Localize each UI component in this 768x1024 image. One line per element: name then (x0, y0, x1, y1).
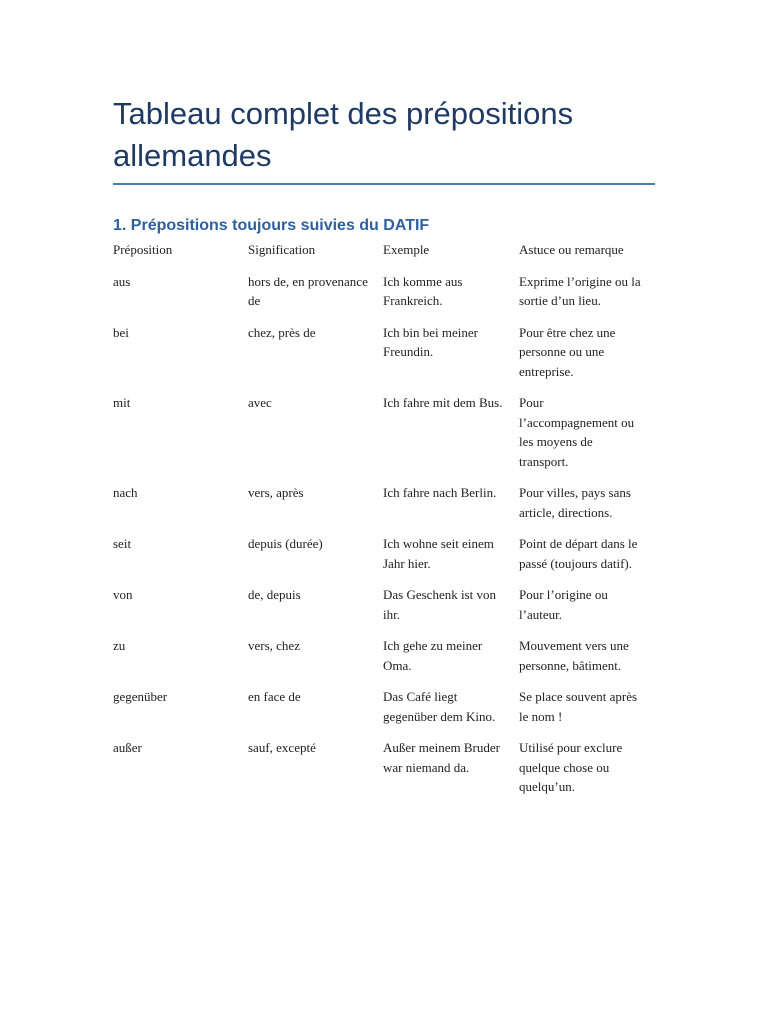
table-row (113, 585, 655, 636)
cell-exemple: Ich fahre mit dem Bus. (383, 395, 503, 410)
cell-signification: vers, après (248, 485, 304, 500)
cell-signification: chez, près de (248, 324, 316, 340)
title-underline (113, 183, 655, 185)
cell-preposition: von (113, 587, 133, 602)
column-header-exemple: Exemple (383, 242, 430, 257)
cell-exemple: Das Geschenk ist von ihr. (383, 587, 497, 622)
cell-remarque: Pour l’origine ou l’auteur. (519, 587, 608, 622)
column-header-astuce: Astuce ou remarque (519, 242, 624, 257)
cell-preposition: außer (113, 740, 142, 755)
table-row (113, 483, 655, 534)
cell-remarque: Mouvement vers une personne, bâtiment. (519, 638, 629, 673)
cell-exemple: Ich gehe zu meiner Oma. (383, 638, 483, 673)
column-header-preposition: Préposition (113, 242, 173, 257)
page-title: Tableau complet des prépositions allemandes (113, 96, 574, 173)
prepositions-table (113, 239, 655, 809)
cell-preposition: seit (113, 536, 132, 551)
cell-exemple: Ich komme aus Frankreich. (383, 273, 463, 308)
table-header-row (113, 239, 655, 272)
cell-signification: vers, chez (248, 638, 300, 653)
cell-exemple: Ich wohne seit einem Jahr hier. (383, 536, 494, 571)
cell-remarque: Pour villes, pays sans article, directions. (519, 485, 631, 520)
cell-signification: depuis (durée) (248, 536, 323, 551)
cell-signification: hors de, en provenance de (248, 273, 368, 308)
cell-exemple: Das Café liegt gegenüber dem Kino. (383, 689, 496, 724)
table-row (113, 738, 655, 809)
cell-signification: sauf, excepté (248, 740, 316, 755)
cell-preposition: zu (113, 638, 126, 653)
cell-preposition: gegenüber (113, 689, 168, 704)
cell-remarque: Se place souvent après le nom ! (519, 689, 638, 724)
table-row (113, 323, 655, 394)
cell-preposition: aus (113, 273, 131, 289)
table-row (113, 272, 655, 323)
cell-remarque: Pour l’accompagnement ou les moyens de transport. (519, 395, 635, 469)
cell-exemple: Ich fahre nach Berlin. (383, 485, 497, 500)
cell-remarque: Exprime l’origine ou la sortie d’un lieu. (519, 273, 641, 308)
table-row (113, 534, 655, 585)
cell-preposition: nach (113, 485, 138, 500)
column-header-signification: Signification (248, 242, 316, 257)
table-row (113, 687, 655, 738)
cell-remarque: Point de départ dans le passé (toujours datif). (519, 536, 638, 571)
cell-remarque: Pour être chez une personne ou une entreprise. (519, 324, 616, 379)
cell-preposition: bei (113, 324, 129, 340)
cell-signification: en face de (248, 689, 301, 704)
cell-exemple: Ich bin bei meiner Freundin. (383, 324, 478, 359)
document-page (113, 0, 655, 809)
cell-preposition: mit (113, 395, 131, 410)
section-heading: 1. Prépositions toujours suivies du DATIF (113, 217, 430, 234)
cell-signification: de, depuis (248, 587, 301, 602)
table-row (113, 636, 655, 687)
cell-signification: avec (248, 395, 272, 410)
cell-exemple: Außer meinem Bruder war niemand da. (383, 740, 500, 775)
table-row (113, 393, 655, 483)
cell-remarque: Utilisé pour exclure quelque chose ou quelqu’un. (519, 740, 623, 794)
